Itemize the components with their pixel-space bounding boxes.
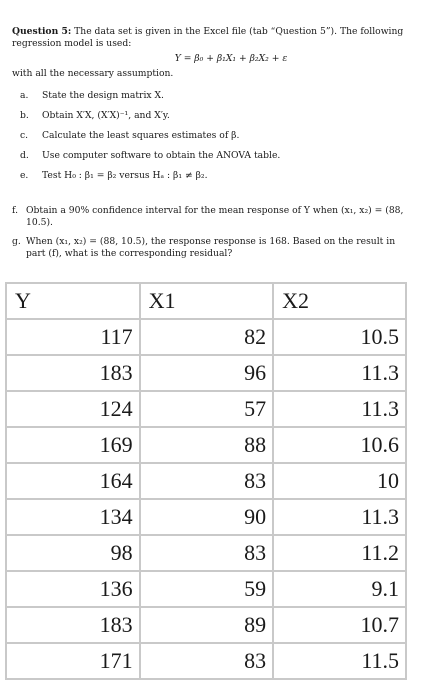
cell-y: 134 [6, 499, 140, 535]
cell-y: 98 [6, 535, 140, 571]
cell-x1: 83 [140, 463, 273, 499]
question-intro [12, 26, 416, 50]
cell-x2: 11.5 [273, 643, 406, 679]
table-row [6, 535, 406, 571]
part-label: f. [12, 205, 18, 216]
part-text: Obtain X′X, (X′X)⁻¹, and X′y. [42, 110, 170, 121]
assumption-text: with all the necessary assumption. [12, 68, 174, 79]
part-text: Calculate the least squares estimates of β. [42, 130, 240, 141]
table-row [6, 571, 406, 607]
cell-y: 171 [6, 643, 140, 679]
part-text: State the design matrix X. [42, 90, 164, 101]
cell-x1: 59 [140, 571, 273, 607]
question-part [12, 130, 416, 142]
question-number: Question 5: [12, 26, 72, 37]
part-label: a. [20, 90, 29, 101]
cell-x2: 10.6 [273, 427, 406, 463]
cell-y: 124 [6, 391, 140, 427]
cell-x1: 83 [140, 643, 273, 679]
question-part [12, 236, 416, 259]
cell-x1: 57 [140, 391, 273, 427]
cell-x1: 88 [140, 427, 273, 463]
part-label: e. [20, 170, 29, 181]
part-label: d. [20, 150, 29, 161]
table-row [6, 427, 406, 463]
cell-x1: 96 [140, 355, 273, 391]
cell-y: 169 [6, 427, 140, 463]
question-later-parts [12, 205, 416, 267]
question-parts-list [12, 90, 416, 182]
cell-x1: 83 [140, 535, 273, 571]
question-part [12, 110, 416, 122]
table-row [6, 499, 406, 535]
part-text: Obtain a 90% confidence interval for the mean response of Y when (x₁, x₂) = (88, 10.5). [26, 205, 404, 228]
cell-y: 183 [6, 607, 140, 643]
question-intro-text: The data set is given in the Excel file (tab “Question 5”). The following regression model is used: [12, 26, 404, 49]
cell-x1: 89 [140, 607, 273, 643]
table-row [6, 643, 406, 679]
column-header-x1: X1 [140, 283, 273, 319]
table-row [6, 607, 406, 643]
cell-x2: 10.7 [273, 607, 406, 643]
part-label: c. [20, 130, 29, 141]
table-header-row [6, 283, 406, 319]
question-part [12, 150, 416, 162]
cell-y: 136 [6, 571, 140, 607]
cell-x1: 90 [140, 499, 273, 535]
cell-y: 183 [6, 355, 140, 391]
cell-x2: 10.5 [273, 319, 406, 355]
part-text: Use computer software to obtain the ANOVA table. [42, 150, 281, 161]
table-row [6, 355, 406, 391]
column-header-x2: X2 [273, 283, 406, 319]
cell-x2: 11.3 [273, 355, 406, 391]
cell-x2: 11.3 [273, 499, 406, 535]
cell-x1: 82 [140, 319, 273, 355]
cell-y: 117 [6, 319, 140, 355]
cell-y: 164 [6, 463, 140, 499]
table-body [6, 319, 406, 679]
table-row [6, 463, 406, 499]
part-label: g. [12, 236, 21, 247]
cell-x2: 11.3 [273, 391, 406, 427]
part-text: When (x₁, x₂) = (88, 10.5), the response response is 168. Based on the result in part (f), what is the corresponding residual? [26, 236, 396, 259]
regression-equation: Y = β₀ + β₁X₁ + β₂X₂ + ε [174, 53, 288, 64]
part-label: b. [20, 110, 29, 121]
cell-x2: 11.2 [273, 535, 406, 571]
table-row [6, 391, 406, 427]
table-row [6, 319, 406, 355]
data-table [5, 282, 407, 680]
question-text-block [12, 26, 416, 190]
part-text: Test H₀ : β₁ = β₂ versus Hₐ : β₁ ≠ β₂. [42, 170, 208, 181]
question-part [12, 90, 416, 102]
question-part [12, 170, 416, 182]
question-part [12, 205, 416, 228]
cell-x2: 10 [273, 463, 406, 499]
cell-x2: 9.1 [273, 571, 406, 607]
column-header-y: Y [6, 283, 140, 319]
